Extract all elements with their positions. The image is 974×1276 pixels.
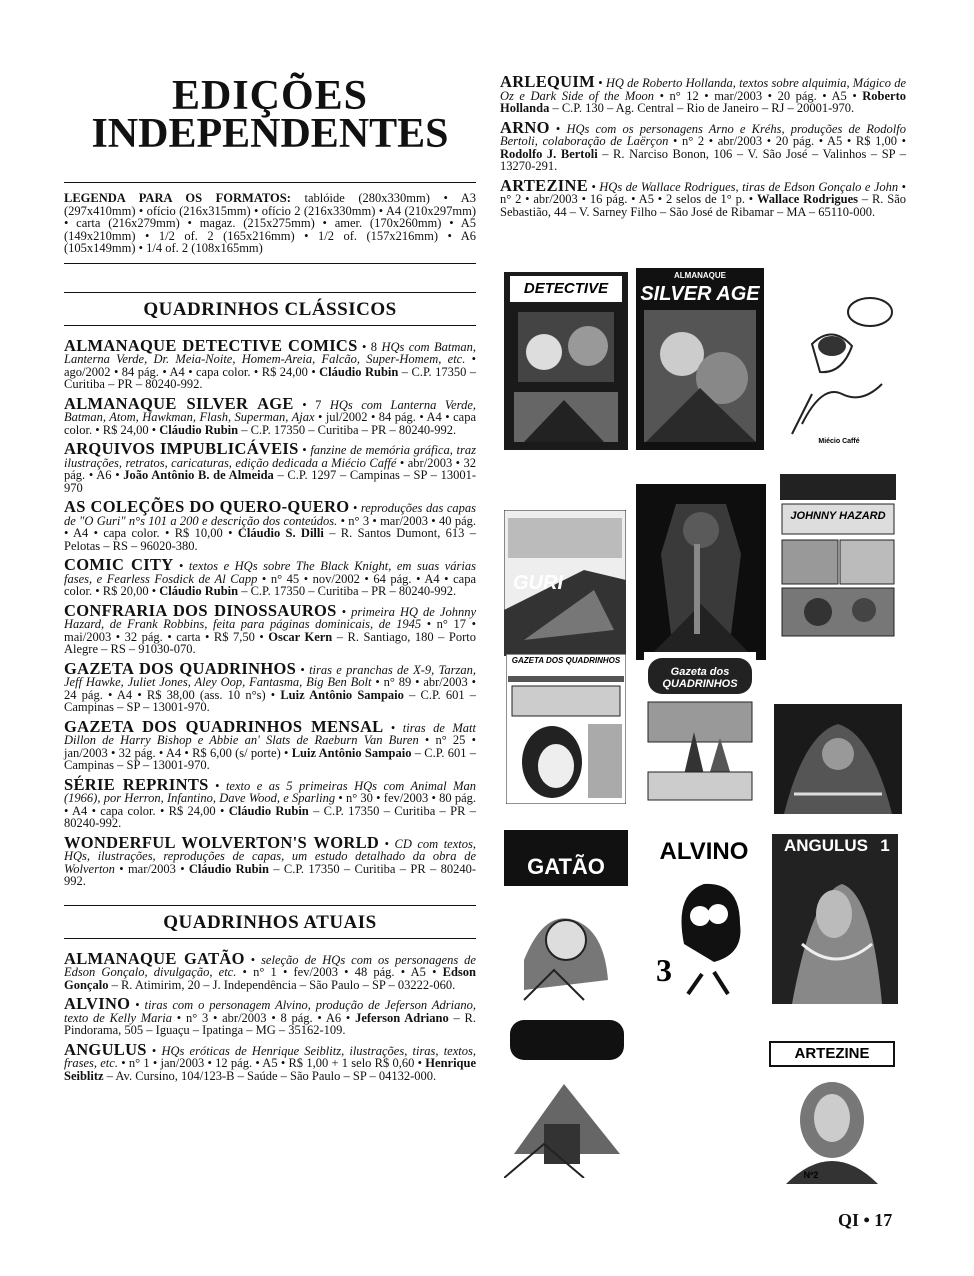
entry-sep: • [349, 501, 361, 515]
entry-description: CD com textos, HQs, ilustrações, reproduções de capas, um estudo detalhado da obra de Wolverton [64, 836, 476, 876]
legend-text: tablóide (280x330mm) • A3 (297x410mm) • ofício (216x315mm) • ofício 2 (216x330mm) • A4 (210x297mm) • carta (216x279mm) • magaz. (215x275mm) • amer. (170x260mm) • A5 (149x210mm) • 1/2 of. 2 (165x216mm) • 1/2 of. (157x216mm) • A6 (105x149mm) • 1/4 of. 2 (108x165mm) [64, 191, 477, 255]
entry-address: – R. São Sebastião, 44 – V. Sarney Filho – São José de Ribamar – MA – 65110-000. [500, 192, 906, 219]
listing-entry [64, 774, 477, 830]
entry-publisher: Cláudio Rubin [188, 861, 269, 876]
cover-arlequim [774, 704, 902, 814]
cover-arquivos-caption: Miécio Caffé [818, 438, 860, 445]
entry-address: – C.P. 17350 – Curitiba – PR – 80240-992. [238, 584, 457, 598]
entry-address: – R. Santos Dumont, 613 – Pelotas – RS – 96020-380. [64, 526, 476, 553]
cover-detective-art [504, 272, 628, 450]
legend-label: LEGENDA PARA OS FORMATOS: [64, 191, 291, 205]
cover-alvino-title: ALVINO [659, 838, 749, 865]
page-folio: QI • 17 [838, 1210, 893, 1230]
entry-sep: • [383, 720, 403, 735]
entry-title: ARLEQUIM [500, 72, 595, 91]
divider [64, 938, 476, 939]
entry-description: tiras de Matt Dillon de Harry Bishop e Abbie an' Slats de Raeburn Van Buren [64, 720, 476, 747]
entry-description: primeira HQ de Johnny Hazard, de Frank Robbins, feita para páginas dominicais, de 1945 [64, 604, 476, 631]
entry-address: – C.P. 17350 – Curitiba – PR – 80240-992. [64, 364, 477, 391]
entry-publisher: Roberto Hollanda [500, 88, 907, 115]
entry-publisher: Cláudio Rubin [228, 803, 309, 818]
entry-publisher: Cláudio Rubin [159, 422, 239, 437]
covers-grid [500, 268, 906, 1183]
entry-publisher: Wallace Rodrigues [757, 192, 859, 206]
listing-entry [500, 72, 907, 115]
entry-description: HQs com os personagens Arno e Kréhs, produções de Rodolfo Bertoli, colaboração de Laërçon [500, 121, 906, 148]
cover-alvino-number: 3 [656, 952, 672, 988]
cover-silver-age [636, 268, 764, 450]
section-atuais [64, 948, 476, 1083]
cover-gazeta-mensal [644, 652, 756, 802]
cover-gazeta-head: GAZETA DOS QUADRINHOS [511, 656, 621, 665]
cover-artezine-title: ARTEZINE [794, 1045, 870, 1062]
entry-address: – R. Atimirim, 20 – J. Independência – São Paulo – SP – 03222-060. [108, 977, 456, 992]
cover-angulus-number: 1 [880, 836, 890, 855]
entry-title: ARQUIVOS IMPUBLICÁVEIS [64, 439, 299, 458]
entry-publisher: Henrique Seiblitz [64, 1056, 476, 1083]
cover-silver-age-title: SILVER AGE [640, 283, 760, 305]
entry-title: ALMANAQUE SILVER AGE [64, 393, 294, 413]
listing-entry [64, 832, 476, 888]
entry-title: ALVINO [64, 994, 131, 1013]
listing-entry [64, 439, 477, 495]
entry-address: – C.P. 601 – Campinas – SP – 13001-970. [64, 745, 477, 772]
entry-details: • n° 45 • nov/2002 • 64 pág. • A4 • capa color. • R$ 20,00 • [64, 571, 476, 598]
cover-arquivos-art [772, 274, 906, 452]
cover-artezine-number: Nº2 [803, 1170, 819, 1180]
entry-address: – R. Santiago, 180 – Porto Alegre – RS – 91030-070. [64, 629, 477, 656]
entry-sep: • 7 [293, 397, 330, 412]
cover-almanaque-gatao [504, 830, 628, 1004]
listing-entry [500, 117, 906, 173]
entry-publisher: Cláudio Rubin [159, 584, 239, 598]
entry-address: – C.P. 17350 – Curitiba – PR – 80240-992. [64, 861, 476, 888]
entry-sep: • [208, 778, 226, 793]
entry-sep: • [130, 998, 145, 1012]
divider [64, 325, 476, 326]
right-column [500, 72, 907, 225]
cover-detective-comics [504, 272, 628, 450]
entry-description: tiras e pranchas de X-9, Tarzan, Jeff Hawke, Juliet Jones, Aley Oop, Fantasma, Big Ben Bolt [64, 662, 476, 689]
entry-title: ALMANAQUE GATÃO [64, 948, 245, 968]
cover-arno [504, 1014, 630, 1178]
cover-dinossauros-art [778, 472, 898, 640]
cover-detective-title: DETECTIVE [523, 280, 609, 297]
listing-entry [64, 600, 477, 656]
format-legend [64, 192, 476, 255]
entry-details: • n° 1 • fev/2003 • 48 pág. • A5 • [236, 965, 443, 979]
listing-entry [64, 555, 476, 598]
entry-sep: • 8 [357, 339, 382, 354]
cover-guri-title: GURI [513, 572, 563, 594]
cover-angulus [772, 834, 898, 1004]
listing-entry [64, 497, 476, 553]
entry-publisher: João Antônio B. de Almeida [123, 468, 274, 482]
cover-confraria-dinossauros [778, 472, 898, 640]
entry-title: COMIC CITY [64, 555, 174, 574]
entry-description: textos e HQs sobre The Black Knight, em suas várias fases, e Fearless Fosdick de Al Capp [64, 559, 476, 586]
entry-details: • n° 1 • jan/2003 • 12 pág. • A5 • R$ 1,00 + 1 selo R$ 0,60 • [117, 1056, 426, 1070]
cover-angulus-art [772, 834, 898, 1004]
cover-gatao-title: GATÃO [527, 854, 605, 879]
entry-details: • ago/2002 • 84 pág. • A4 • capa color. • R$ 24,00 • [64, 352, 476, 379]
entry-title: GAZETA DOS QUADRINHOS [64, 658, 297, 678]
listing-entry [64, 1039, 476, 1083]
entry-title: ALMANAQUE DETECTIVE COMICS [64, 335, 358, 355]
entry-sep: • [336, 604, 352, 619]
entry-address: – C.P. 17350 – Curitiba – PR – 80240-992. [64, 803, 476, 830]
entry-sep: • [173, 559, 189, 573]
entry-title: WONDERFUL WOLVERTON'S WORLD [64, 832, 380, 852]
listing-entry [64, 948, 476, 992]
listing-entry [64, 994, 476, 1037]
entry-description: texto e as 5 primeiras HQs com Animal Man (1966), por Herron, Infantino, Dave Wood, e Sparling [64, 778, 476, 805]
entry-sep: • [298, 443, 311, 457]
entry-title: AS COLEÇÕES DO QUERO-QUERO [64, 497, 350, 516]
entry-title: SÉRIE REPRINTS [64, 774, 209, 794]
entry-address: – C.P. 1297 – Campinas – SP – 13001-970 [64, 468, 476, 495]
section-title-classicos: QUADRINHOS CLÁSSICOS [143, 298, 397, 320]
entry-details: • abr/2003 • 32 pág. • A6 • [64, 455, 477, 482]
cover-gazeta-art [506, 654, 626, 804]
entry-title: ARNO [500, 117, 550, 137]
entry-details: • n° 3 • abr/2003 • 8 pág. • A6 • [172, 1010, 356, 1025]
entry-details: • n° 25 • jan/2003 • 32 pág. • A4 • R$ 6,00 (s/ porte) • [64, 733, 476, 760]
cover-artezine [766, 1038, 898, 1184]
entry-description: fanzine de memória gráfica, traz ilustrações, retratos, caricaturas, edição dedicada a Miécio Caffé [64, 443, 476, 470]
listing-entry [64, 658, 477, 714]
entry-publisher: Oscar Kern [268, 629, 333, 644]
entry-details: • jul/2002 • 84 pág. • A4 • capa color. • R$ 24,00 • [64, 410, 476, 437]
entry-details: • mar/2003 • [114, 861, 189, 876]
cover-arquivos-impublicaveis [772, 274, 906, 452]
entry-details: • n° 17 • mai/2003 • 32 pág. • carta • R$ 7,50 • [64, 617, 476, 644]
page-title: EDIÇÕES [171, 73, 369, 119]
cover-comic-city [636, 484, 766, 660]
entry-sep: • [296, 662, 310, 677]
entry-address: – R. Narciso Bonon, 106 – V. São José – Valinhos – SP – 13270-291. [500, 146, 906, 173]
entry-publisher: Cláudio S. Dilli [237, 526, 324, 540]
entry-details: • n° 2 • abr/2003 • 20 pág. • A5 • R$ 1,00 • [668, 134, 906, 148]
entry-address: – C.P. 130 – Ag. Central – Rio de Janeiro – RJ – 20001-970. [549, 101, 855, 115]
entry-description: seleção de HQs com os personagens de Edson Gonçalo, divulgação, etc. [64, 952, 476, 979]
cover-dinossauros-title: JOHNNY HAZARD [790, 510, 886, 522]
entry-description: HQ de Roberto Hollanda, textos sobre alquimia, Mágico de Oz e Dark Side of the Moon [500, 76, 906, 103]
cover-alvino [644, 834, 764, 1000]
entry-description: tiras com o personagem Alvino, produção de Jeferson Adriano, texto de Kelly Maria [64, 998, 476, 1025]
entry-address: – R. Pindorama, 505 – Iguaçu – Ipatinga – MG – 35162-109. [64, 1010, 476, 1037]
entry-description: HQs eróticas de Henrique Seiblitz, ilustrações, tiras, textos, frases, etc. [64, 1043, 476, 1070]
entry-description: reproduções das capas de "O Guri" n°s 101 a 200 e descrição dos conteúdos. [64, 501, 476, 528]
divider [64, 182, 476, 183]
page-title-line2: INDEPENDENTES [91, 111, 449, 157]
cover-angulus-title: ANGULUS [783, 836, 869, 855]
listing-entry [64, 716, 477, 772]
listing-entry [64, 393, 476, 437]
entry-publisher: Rodolfo J. Bertoli [500, 146, 598, 161]
entry-sep: • [244, 952, 262, 967]
cover-comic-city-art [636, 484, 766, 660]
entry-publisher: Luiz Antônio Sampaio [280, 687, 404, 702]
entry-publisher: Luiz Antônio Sampaio [291, 745, 412, 760]
entry-publisher: Edson Gonçalo [64, 965, 476, 992]
entry-details: • n° 12 • mar/2003 • 20 pág. • A5 • [654, 88, 863, 103]
entry-publisher: Jeferson Adriano [355, 1010, 449, 1025]
entry-sep: • [146, 1043, 162, 1058]
entry-sep: • [379, 836, 395, 851]
entry-description: HQs com Lanterna Verde, Batman, Atom, Hawkman, Flash, Superman, Ajax [64, 397, 476, 424]
entry-details: • n° 2 • abr/2003 • 16 pág. • A5 • 2 selos de 1° p. • [500, 179, 906, 206]
left-column [64, 73, 477, 1089]
entry-title: ANGULUS [64, 1039, 147, 1059]
entry-details: • n° 30 • fev/2003 • 80 pág. • A4 • capa color. • R$ 24,00 • [64, 791, 477, 818]
entry-details: • n° 3 • mar/2003 • 40 pág. • A4 • capa color. • R$ 10,00 • [64, 513, 476, 540]
cover-gazeta-quadrinhos [506, 654, 626, 804]
cover-gazeta-mensal-title: Gazeta dos QUADRINHOS [662, 666, 738, 690]
section-title-atuais: QUADRINHOS ATUAIS [163, 911, 377, 933]
entry-title: GAZETA DOS QUADRINHOS MENSAL [64, 716, 384, 736]
listing-entry [64, 335, 477, 391]
entry-address: – C.P. 601 – Campinas – SP – 13001-970. [64, 687, 476, 714]
entry-description: HQs com Batman, Lanterna Verde, Dr. Meia-Noite, Homem-Areia, Falcão, Super-Homem, etc. [64, 339, 476, 366]
entry-sep: • [595, 76, 606, 90]
cover-arno-art [504, 1014, 630, 1178]
entry-details: • n° 89 • abr/2003 • 24 pág. • A4 • R$ 38,00 (ass. 10 n°s) • [64, 675, 477, 702]
entry-publisher: Cláudio Rubin [319, 364, 399, 379]
cover-silver-age-top: ALMANAQUE [674, 271, 726, 280]
listing-entry [500, 175, 906, 219]
entry-sep: • [549, 121, 567, 136]
section-classicos [64, 335, 477, 888]
entry-description: HQs de Wallace Rodrigues, tiras de Edson Gonçalo e John [599, 179, 899, 194]
cover-guri [504, 510, 626, 656]
entry-sep: • [588, 179, 600, 194]
entry-address: – Av. Cursino, 104/123-B – Saúde – São Paulo – SP – 04132-000. [103, 1068, 437, 1083]
entry-address: – C.P. 17350 – Curitiba – PR – 80240-992. [238, 422, 457, 437]
entry-title: ARTEZINE [500, 175, 589, 195]
cover-arlequim-art [774, 704, 902, 814]
entry-title: CONFRARIA DOS DINOSSAUROS [64, 600, 337, 620]
